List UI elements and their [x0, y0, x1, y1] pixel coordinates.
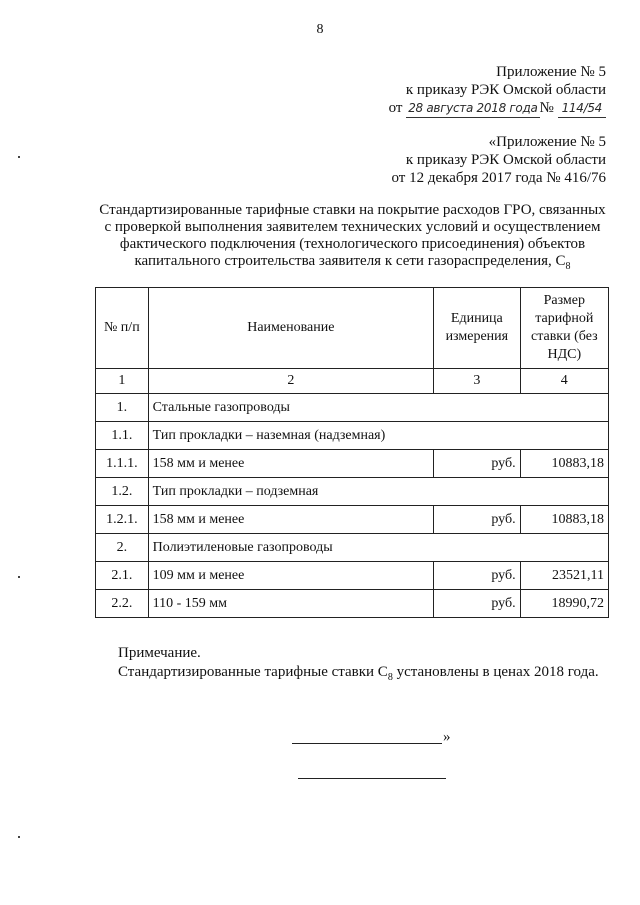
- row-name: 110 - 159 мм: [148, 590, 433, 618]
- table-row: [96, 590, 609, 618]
- row-rate: 10883,18: [520, 450, 608, 478]
- note-section: [118, 644, 610, 687]
- row-number: 2.: [96, 534, 149, 562]
- signature-line: [298, 760, 446, 779]
- index-cell: 2: [148, 369, 433, 394]
- table-header-row: [96, 288, 609, 369]
- appendix-order-ref: к приказу РЭК Омской области: [405, 82, 606, 98]
- note-text: Стандартизированные тарифные ставки С: [118, 664, 388, 680]
- handwritten-order-date: 28 августа 2018 года: [406, 99, 539, 118]
- row-name: 158 мм и менее: [148, 506, 433, 534]
- row-number: 1.2.: [96, 478, 149, 506]
- header-name: Наименование: [148, 288, 433, 369]
- table-row: [96, 534, 609, 562]
- tariff-table: [95, 287, 609, 618]
- closing-quote: »: [443, 729, 451, 745]
- table-row: [96, 478, 609, 506]
- table-row: [96, 450, 609, 478]
- table-row: [96, 422, 609, 450]
- table-row: [96, 506, 609, 534]
- index-cell: 1: [96, 369, 149, 394]
- note-text-end: установлены в ценах 2018 года.: [392, 664, 599, 680]
- title-line: фактического подключения (технологического присоединения) объектов: [119, 236, 586, 252]
- row-number: 1.1.: [96, 422, 149, 450]
- row-unit: руб.: [434, 506, 521, 534]
- row-name: Полиэтиленовые газопроводы: [148, 534, 608, 562]
- document-title: [95, 202, 610, 275]
- previous-appendix-order: к приказу РЭК Омской области: [405, 152, 606, 168]
- row-unit: руб.: [434, 450, 521, 478]
- row-name: Тип прокладки – подземная: [148, 478, 608, 506]
- row-number: 1.1.1.: [96, 450, 149, 478]
- row-name: 158 мм и менее: [148, 450, 433, 478]
- appendix-title: Приложение № 5: [496, 64, 606, 80]
- note-heading: Примечание.: [118, 645, 201, 661]
- title-line: Стандартизированные тарифные ставки на покрытие расходов ГРО, связанных: [99, 202, 606, 218]
- previous-appendix-date: от 12 декабря 2017 года № 416/76: [391, 170, 606, 186]
- row-rate: 10883,18: [520, 506, 608, 534]
- handwritten-order-number: 114/54: [558, 99, 606, 118]
- row-number: 1.: [96, 394, 149, 422]
- previous-appendix-title: «Приложение № 5: [488, 134, 606, 150]
- page-number: 8: [316, 22, 324, 37]
- note-body: [96, 663, 610, 687]
- row-name: Тип прокладки – наземная (надземная): [148, 422, 608, 450]
- row-rate: 23521,11: [520, 562, 608, 590]
- scan-dot: [18, 836, 20, 838]
- signature-line: [292, 727, 442, 744]
- row-number: 2.1.: [96, 562, 149, 590]
- row-name: 109 мм и менее: [148, 562, 433, 590]
- row-unit: руб.: [434, 590, 521, 618]
- title-subscript: 8: [565, 261, 571, 272]
- order-number-label: №: [539, 100, 554, 116]
- appendix-header: [389, 63, 606, 118]
- row-number: 2.2.: [96, 590, 149, 618]
- order-prefix: от: [388, 100, 403, 116]
- table-row: [96, 394, 609, 422]
- note-subscript: 8: [387, 672, 393, 683]
- row-unit: руб.: [434, 562, 521, 590]
- scan-dot: [18, 156, 20, 158]
- header-number: № п/п: [96, 288, 149, 369]
- header-rate: Размер тарифной ставки (без НДС): [520, 288, 608, 369]
- index-cell: 3: [434, 369, 521, 394]
- header-unit: Единица измерения: [434, 288, 521, 369]
- title-line-text: капитального строительства заявителя к сети газораспределения, С: [134, 253, 566, 269]
- title-line: [95, 253, 610, 275]
- title-line: с проверкой выполнения заявителем технических условий и осуществлением: [104, 219, 601, 235]
- table-row: [96, 562, 609, 590]
- previous-appendix-header: [391, 133, 606, 187]
- row-rate: 18990,72: [520, 590, 608, 618]
- order-date-line: [389, 99, 606, 118]
- scan-dot: [18, 576, 20, 578]
- row-number: 1.2.1.: [96, 506, 149, 534]
- index-cell: 4: [520, 369, 608, 394]
- row-name: Стальные газопроводы: [148, 394, 608, 422]
- table-index-row: [96, 369, 609, 394]
